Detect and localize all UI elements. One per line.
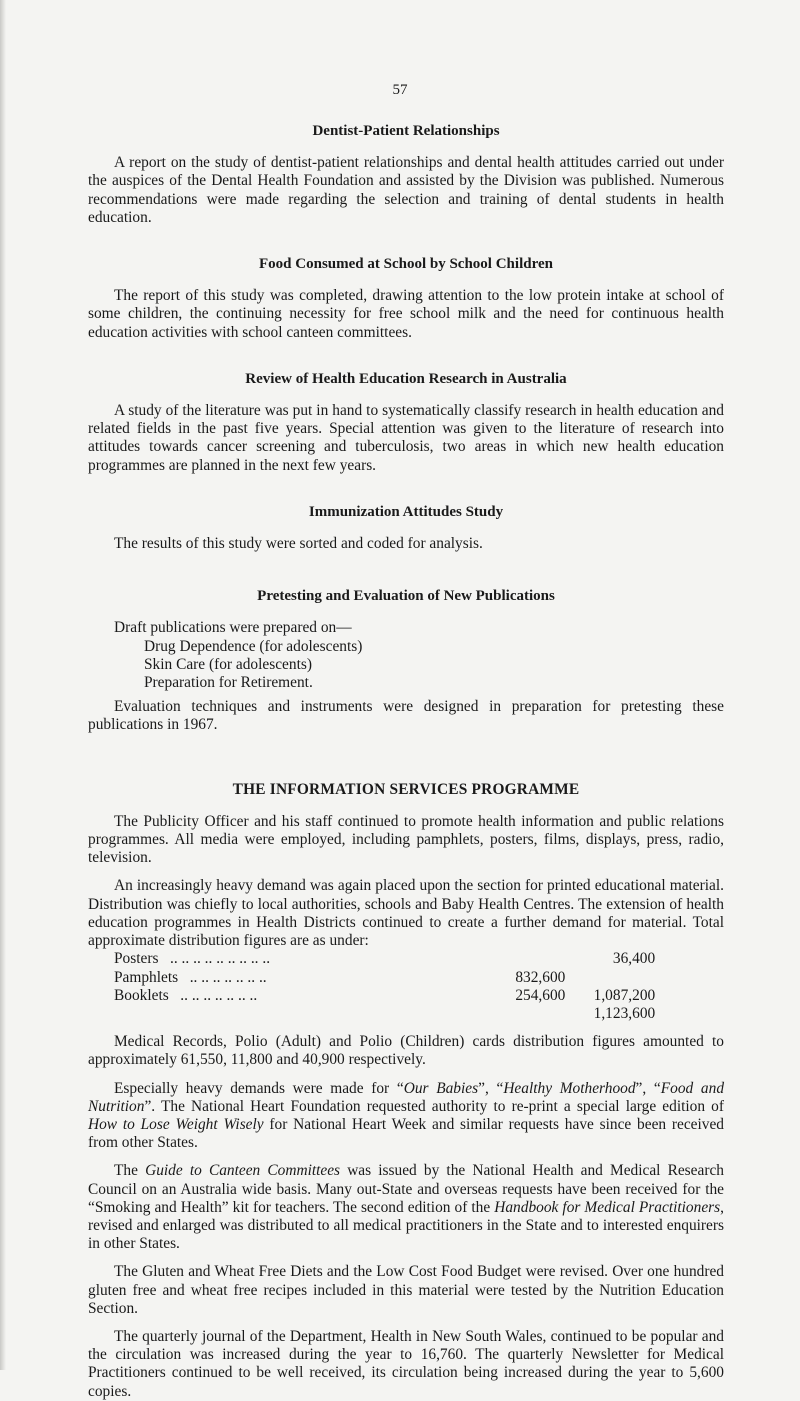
- para-food: The report of this study was completed, drawing attention to the low protein intake at school of some children, the continuing necessity for free school milk and the need for continuous health education activities with school canteen committees.: [88, 287, 724, 341]
- heading-review: Review of Health Education Research in Australia: [245, 370, 567, 387]
- para-publicity: The Publicity Officer and his staff continued to promote health information and public relations programmes. All media were employed, including pamphlets, posters, films, displays, press, radio, television.: [88, 812, 724, 867]
- heading-information-services: THE INFORMATION SERVICES PROGRAMME: [232, 780, 580, 798]
- text-run: for National Heart Week and similar requests have since been received from other States.: [88, 1115, 724, 1152]
- page-number: 57: [392, 82, 408, 98]
- title-handbook: Handbook for Medical Practitioners: [494, 1198, 721, 1216]
- row-col2: 1,087,200: [593, 986, 656, 1004]
- row-name: Posters: [114, 950, 159, 968]
- scan-edge-shadow: [0, 0, 6, 1370]
- publication-item: Preparation for Retirement.: [144, 674, 313, 692]
- row-col1: [478, 950, 565, 968]
- row-leaders: .. .. .. .. .. .. ..: [189, 968, 267, 986]
- pretesting-intro-list: [88, 619, 724, 637]
- text-run: was issued by the National Health and Medical Research Council on an Australia wide basis. Many out-State and overseas requests have been received for the “Smoking and Health” kit for teachers. The second edition of the: [88, 1162, 724, 1216]
- text-run: Especially heavy demands were made for “: [114, 1079, 404, 1097]
- distribution-total: 1,123,600: [593, 1004, 656, 1022]
- para-pretesting: Evaluation techniques and instruments were designed in preparation for pretesting these publications in 1967.: [88, 698, 724, 734]
- title-our-babies: Our Babies: [403, 1079, 479, 1097]
- row-col1: 254,600: [515, 986, 566, 1004]
- publication-list: [88, 638, 724, 693]
- heading-immunization: Immunization Attitudes Study: [308, 503, 504, 520]
- title-lose-weight: How to Lose Weight Wisely: [88, 1115, 264, 1133]
- pretesting-intro: Draft publications were prepared on—: [114, 619, 352, 637]
- para-demand: An increasingly heavy demand was again placed upon the section for printed educational material. Distribution was chiefly to local authorities, schools and Baby Health Centres. The extension of health education programmes in Health Districts continued to create a further demand for material. Total approximate distribution figures are as under:: [88, 877, 724, 950]
- row-label: [88, 950, 478, 968]
- para-journal: The quarterly journal of the Department, Health in New South Wales, continued to be popular and the circulation was increased during the year to 16,760. The quarterly Newsletter for Medical Practitioners continued to be well received, its circulation being increased during the year to 5,600 copies.: [88, 1327, 724, 1400]
- text-run: ”. The National Heart Foundation requested authority to re-print a special large edition of: [144, 1097, 724, 1115]
- table-row-total: [88, 1005, 724, 1023]
- row-col2: [565, 969, 655, 987]
- table-row: [88, 950, 724, 968]
- row-leaders: .. .. .. .. .. .. ..: [180, 986, 258, 1004]
- table-row: [88, 987, 724, 1005]
- para-guide-canteen: [88, 1162, 724, 1253]
- row-label: [88, 969, 478, 987]
- title-guide-canteen: Guide to Canteen Committees: [145, 1162, 341, 1180]
- heading-dentist: Dentist-Patient Relationships: [312, 123, 500, 139]
- publication-item: Skin Care (for adolescents): [144, 655, 312, 673]
- row-leaders: .. .. .. .. .. .. .. .. ..: [170, 950, 271, 968]
- row-col2: 36,400: [612, 950, 656, 968]
- para-immunization: The results of this study were sorted and coded for analysis.: [114, 535, 483, 553]
- row-name: Booklets: [114, 986, 169, 1004]
- heading-pretesting: Pretesting and Evaluation of New Publications: [257, 588, 555, 605]
- row-col1: 832,600: [515, 968, 566, 986]
- text-run: The: [114, 1162, 146, 1180]
- title-healthy-motherhood: Healthy Motherhood: [503, 1079, 636, 1097]
- para-heavy-demands: [88, 1080, 724, 1153]
- text-run: , revised and enlarged was distributed to all medical practitioners in the State and to interested enquirers in other States.: [88, 1198, 724, 1253]
- para-medical-records: Medical Records, Polio (Adult) and Polio (Children) cards distribution figures amounted to approximately 61,550, 11,800 and 40,900 respectively.: [88, 1033, 724, 1069]
- row-name: Pamphlets: [114, 968, 179, 986]
- distribution-table: [88, 950, 724, 1023]
- para-dentist: A report on the study of dentist-patient relationships and dental health attitudes carried out under the auspices of the Dental Health Foundation and assisted by the Division was published. Numerous recommendations were made regarding the selection and training of dental students in health education.: [88, 154, 724, 226]
- page-body: [88, 122, 724, 1401]
- table-row: [88, 969, 724, 987]
- para-review: A study of the literature was put in hand to systematically classify research in health education and related fields in the past five years. Special attention was given to the literature of research into attitudes towards cancer screening and tuberculosis, two areas in which new health education programmes are planned in the next few years.: [88, 402, 724, 474]
- title-food-nutrition: Food and Nutrition: [88, 1079, 725, 1115]
- text-run: ”, “: [635, 1079, 661, 1097]
- para-gluten: The Gluten and Wheat Free Diets and the Low Cost Food Budget were revised. Over one hundred gluten free and wheat free recipes included in this material were tested by the Nutrition Education Section.: [88, 1263, 724, 1317]
- heading-food: Food Consumed at School by School Children: [259, 256, 553, 273]
- publication-item: Drug Dependence (for adolescents): [144, 637, 363, 655]
- text-run: ”, “: [478, 1079, 504, 1097]
- row-label: [88, 987, 478, 1005]
